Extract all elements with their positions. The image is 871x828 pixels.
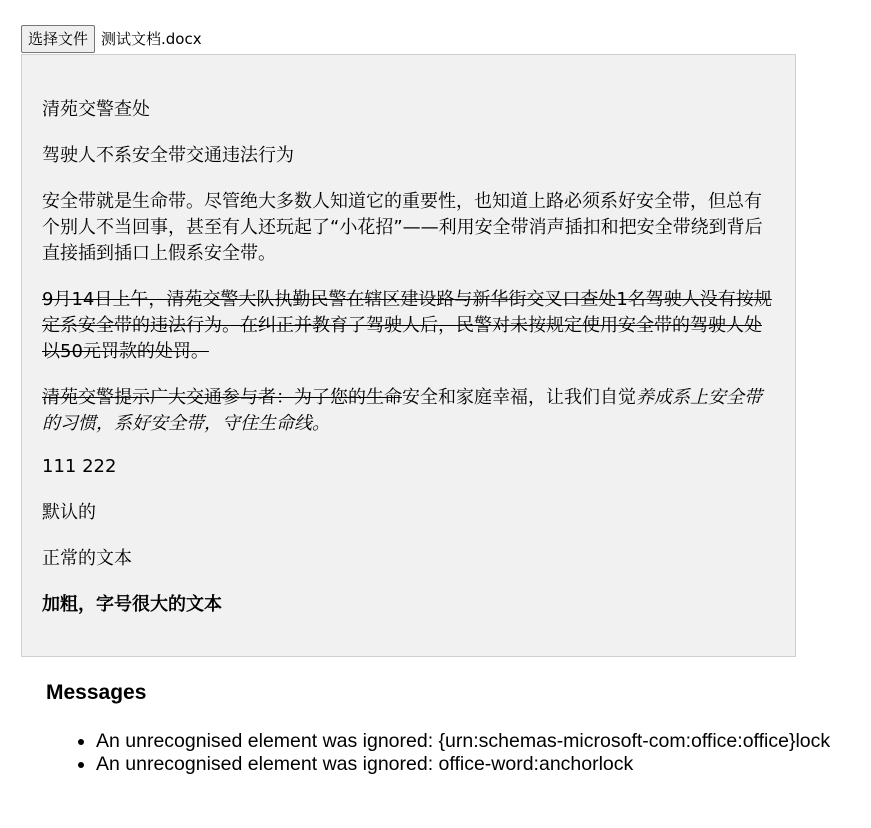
message-item: • An unrecognised element was ignored: office-word:anchorlock [96, 753, 830, 776]
doc-line-numbers: 111 222 [42, 456, 117, 477]
message-item: • An unrecognised element was ignored: {urn:schemas-microsoft-com:office:office}lock [96, 730, 830, 753]
doc-line-normal: 正常的文本 [42, 548, 132, 569]
doc-paragraph-3-italic: 养成系上安全带的习惯，系好安全带，守住生命线。 [42, 387, 762, 434]
doc-subheading: 驾驶人不系安全带交通违法行为 [42, 145, 294, 166]
file-input[interactable] [21, 25, 202, 53]
doc-paragraph-3-struck: 清苑交警提示广大交通参与者：为了您的生命 [42, 387, 402, 408]
doc-paragraph-3-normal: 安全和家庭幸福，让我们自觉 [402, 387, 636, 408]
messages-list [46, 730, 830, 776]
doc-heading: 清苑交警查处 [42, 99, 150, 120]
doc-paragraph-3 [42, 385, 777, 437]
doc-line-bold: 加粗，字号很大的文本 [42, 594, 222, 615]
doc-line-default: 默认的 [42, 502, 96, 523]
messages-title: Messages [46, 681, 147, 704]
doc-paragraph-1: 安全带就是生命带。尽管绝大多数人知道它的重要性，也知道上路必须系好安全带，但总有个别人不当回事，甚至有人还玩起了“小花招”——利用安全带消声插扣和把安全带绕到背后直接插到插口上假系安全带。 [42, 191, 763, 264]
choose-file-button[interactable]: 选择文件 [21, 25, 95, 53]
doc-paragraph-2: 9月14日上午，清苑交警大队执勤民警在辖区建设路与新华街交叉口查处1名驾驶人没有按规定系安全带的违法行为。在纠正并教育了驾驶人后，民警对未按规定使用安全带的驾驶人处以50元罚款的处罚。 [42, 289, 772, 362]
document-preview [21, 54, 796, 657]
selected-file-name: 测试文档.docx [101, 30, 202, 48]
